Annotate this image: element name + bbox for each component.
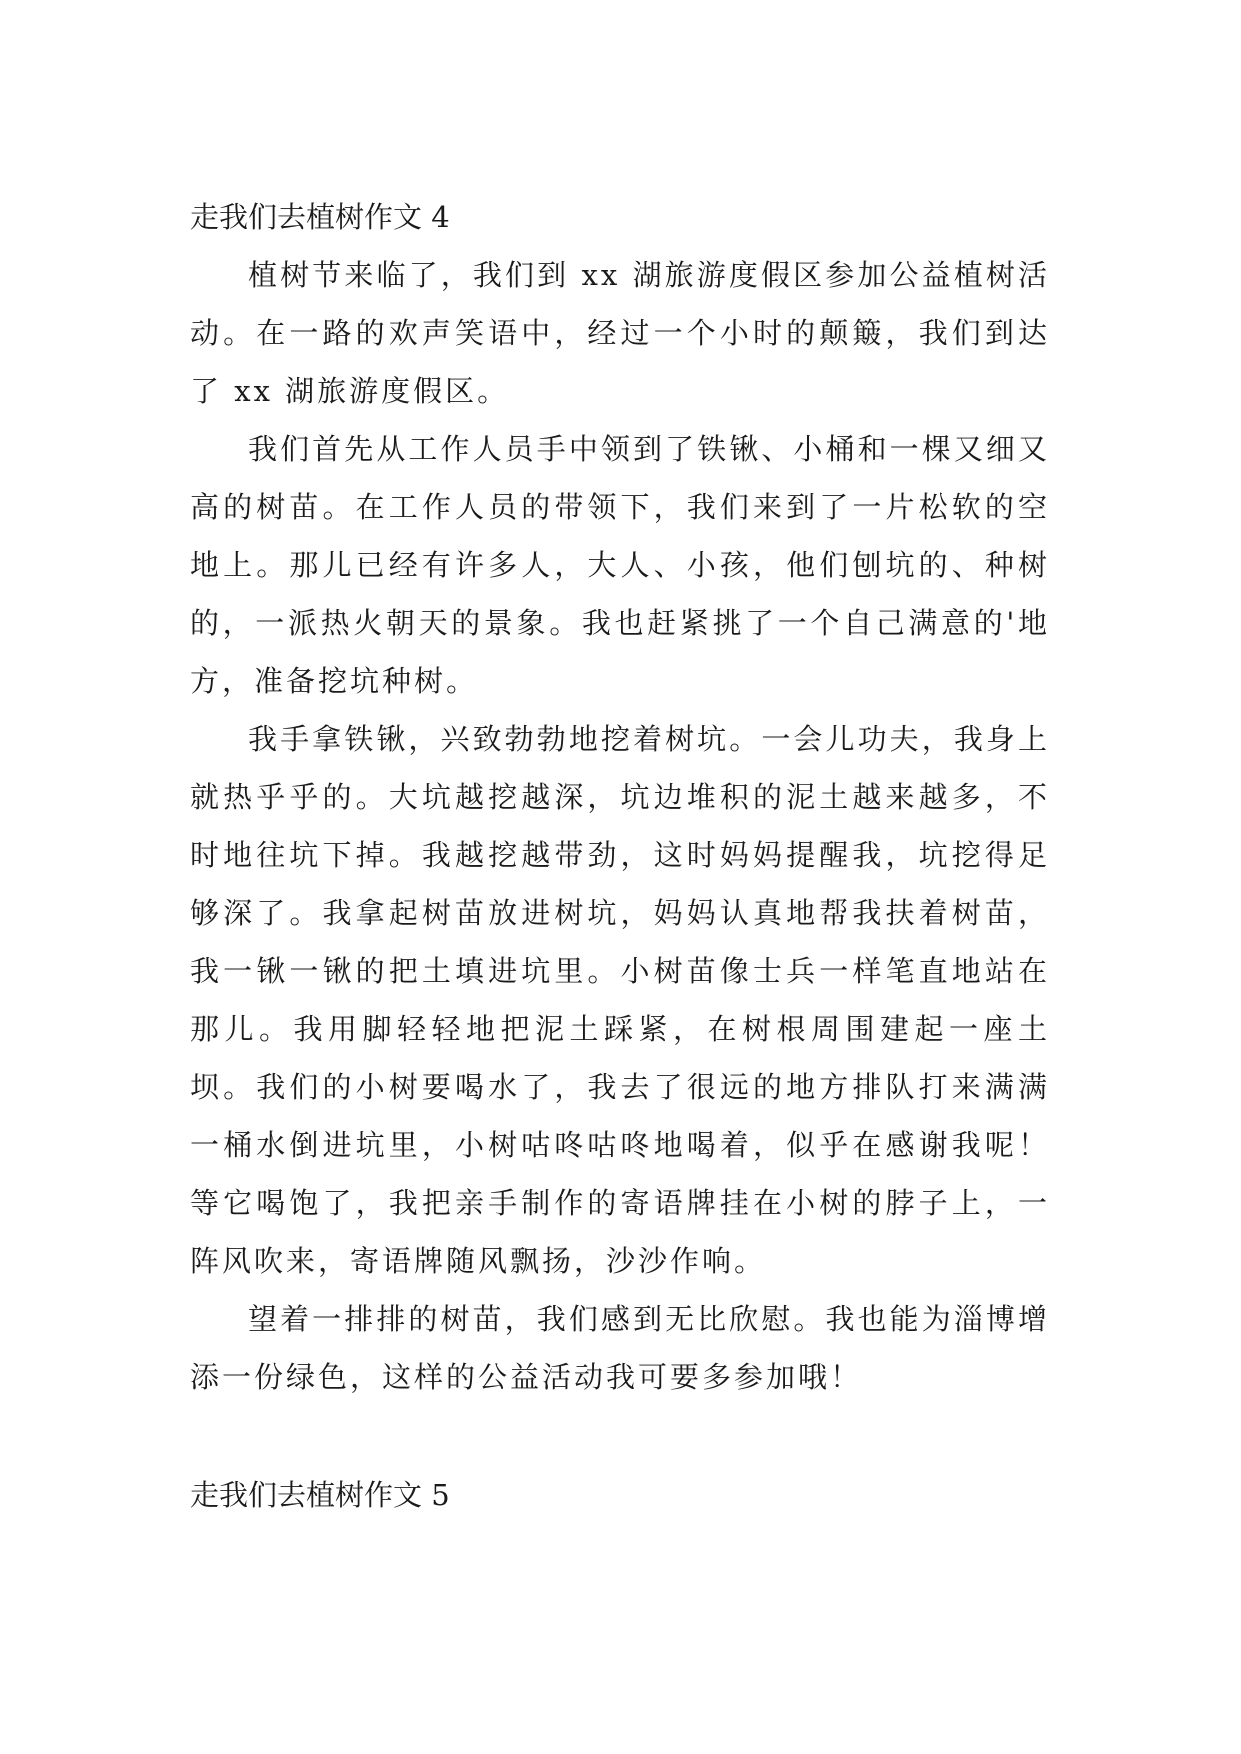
paragraph-2: 我们首先从工作人员手中领到了铁锹、小桶和一棵又细又高的树苗。在工作人员的带领下，我们来到了一片松软的空地上。那儿已经有许多人，大人、小孩，他们刨坑的、种树的，一派热火朝天的景象。我也赶紧挑了一个自己满意的'地方，准备挖坑种树。 (190, 432, 1050, 698)
paragraph-1: 植树节来临了，我们到 xx 湖旅游度假区参加公益植树活动。在一路的欢声笑语中，经过一个小时的颠簸，我们到达了 xx 湖旅游度假区。 (190, 258, 1050, 408)
section-title-5: 走我们去植树作文 5 (190, 1478, 450, 1512)
section-title-4: 走我们去植树作文 4 (190, 200, 450, 234)
document-body (190, 188, 1050, 1524)
paragraph-3: 我手拿铁锹，兴致勃勃地挖着树坑。一会儿功夫，我身上就热乎乎的。大坑越挖越深，坑边堆积的泥土越来越多，不时地往坑下掉。我越挖越带劲，这时妈妈提醒我，坑挖得足够深了。我拿起树苗放进树坑，妈妈认真地帮我扶着树苗，我一锹一锹的把土填进坑里。小树苗像士兵一样笔直地站在那儿。我用脚轻轻地把泥土踩紧，在树根周围建起一座土坝。我们的小树要喝水了，我去了很远的地方排队打来满满一桶水倒进坑里，小树咕咚咕咚地喝着，似乎在感谢我呢！等它喝饱了，我把亲手制作的寄语牌挂在小树的脖子上，一阵风吹来，寄语牌随风飘扬，沙沙作响。 (190, 722, 1050, 1278)
paragraph-4: 望着一排排的树苗，我们感到无比欣慰。我也能为淄博增添一份绿色，这样的公益活动我可要多参加哦！ (190, 1302, 1050, 1394)
